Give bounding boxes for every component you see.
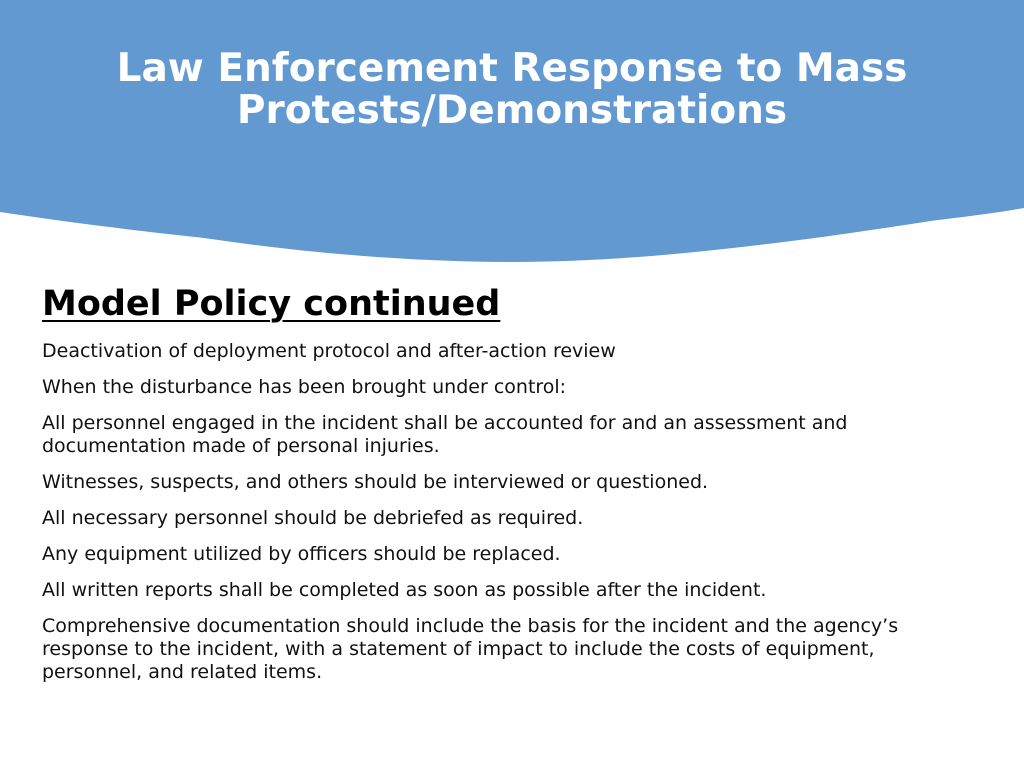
list-item: Deactivation of deployment protocol and after-action review — [42, 340, 616, 362]
header-banner — [0, 0, 1024, 270]
list-item: When the disturbance has been brought under control: — [42, 376, 567, 398]
slide-title: Law Enforcement Response to Mass Protests/Demonstrations — [116, 46, 908, 133]
list-item: All written reports shall be completed as soon as possible after the incident. — [42, 579, 767, 601]
list-item: Witnesses, suspects, and others should be interviewed or questioned. — [42, 471, 709, 493]
section-heading: Model Policy continued — [42, 284, 501, 324]
bullet-list — [42, 340, 942, 684]
list-item: All personnel engaged in the incident shall be accounted for and an assessment and documentation made of personal injuries. — [42, 412, 848, 457]
list-item: Comprehensive documentation should include the basis for the incident and the agency’s response to the incident, with a statement of impact to include the costs of equipment, personnel, and related items. — [42, 615, 899, 683]
list-item: All necessary personnel should be debriefed as required. — [42, 507, 584, 529]
slide-content — [42, 280, 942, 697]
list-item: Any equipment utilized by officers should be replaced. — [42, 543, 561, 565]
